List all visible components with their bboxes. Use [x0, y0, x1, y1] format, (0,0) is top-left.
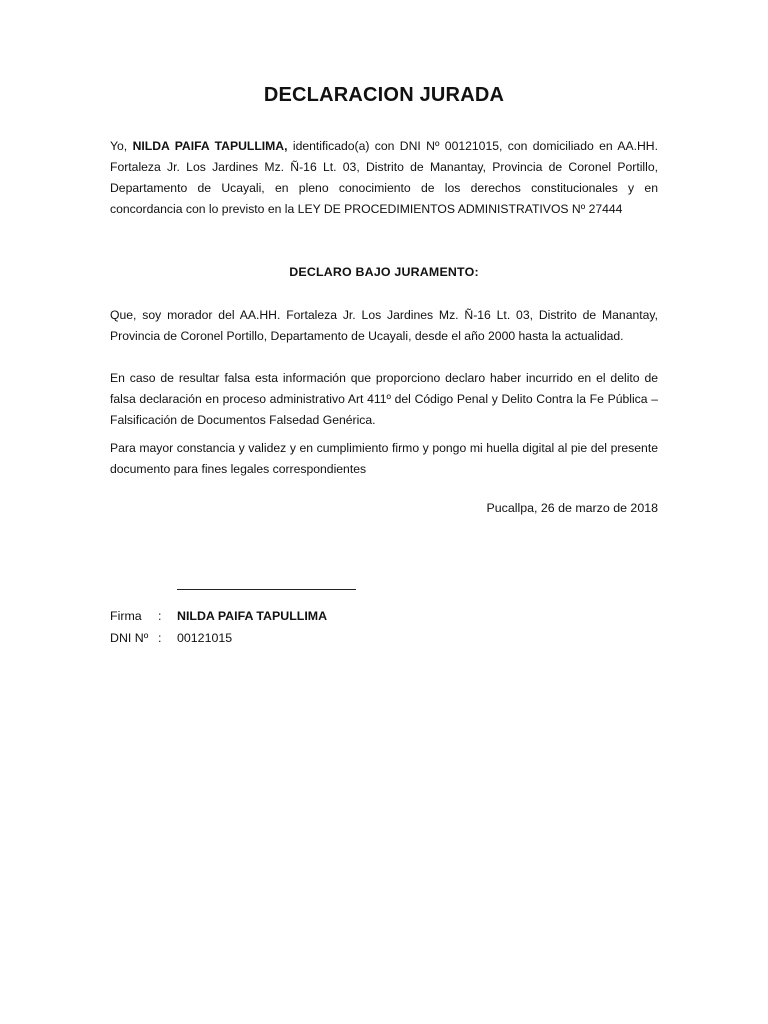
- intro-rest: identificado(a) con DNI Nº 00121015, con domiciliado en AA.HH. Fortaleza Jr. Los Jardines Mz. Ñ-16 Lt. 03, Distrito de Manantay, Provincia de Coronel Portillo, Departamento de Ucayali, en pleno conocimiento de los derechos constitucionales y en concordancia con lo previsto en la LEY DE PROCEDIMIENTOS ADMINISTRATIVOS Nº 27444: [110, 139, 658, 216]
- firma-value: NILDA PAIFA TAPULLIMA: [177, 609, 328, 623]
- declaration-subtitle: DECLARO BAJO JURAMENTO:: [289, 265, 479, 279]
- dni-label: DNI Nº: [110, 631, 149, 645]
- dni-value: 00121015: [177, 631, 233, 645]
- declarant-name: NILDA PAIFA TAPULLIMA,: [132, 139, 288, 153]
- dni-separator: :: [158, 631, 162, 645]
- firma-separator: :: [158, 609, 162, 623]
- residence-paragraph: Que, soy morador del AA.HH. Fortaleza Jr. Los Jardines Mz. Ñ-16 Lt. 03, Distrito de Manantay, Provincia de Coronel Portillo, Departamento de Ucayali, desde el año 2000 hasta la actualidad.: [110, 308, 658, 343]
- intro-yo: Yo,: [110, 139, 128, 153]
- date-location: Pucallpa, 26 de marzo de 2018: [486, 501, 658, 515]
- intro-paragraph: [110, 136, 658, 220]
- liability-paragraph: En caso de resultar falsa esta información que proporciono declaro haber incurrido en el delito de falsa declaración en proceso administrativo Art 411º del Código Penal y Delito Contra la Fe Pública – Falsificación de Documentos Falsedad Genérica.: [110, 371, 658, 427]
- signature-line: [177, 589, 356, 590]
- closing-paragraph: Para mayor constancia y validez y en cumplimiento firmo y pongo mi huella digital al pie del presente documento para fines legales correspondientes: [110, 441, 658, 476]
- document-title: DECLARACION JURADA: [263, 84, 505, 106]
- firma-label: Firma: [110, 609, 142, 623]
